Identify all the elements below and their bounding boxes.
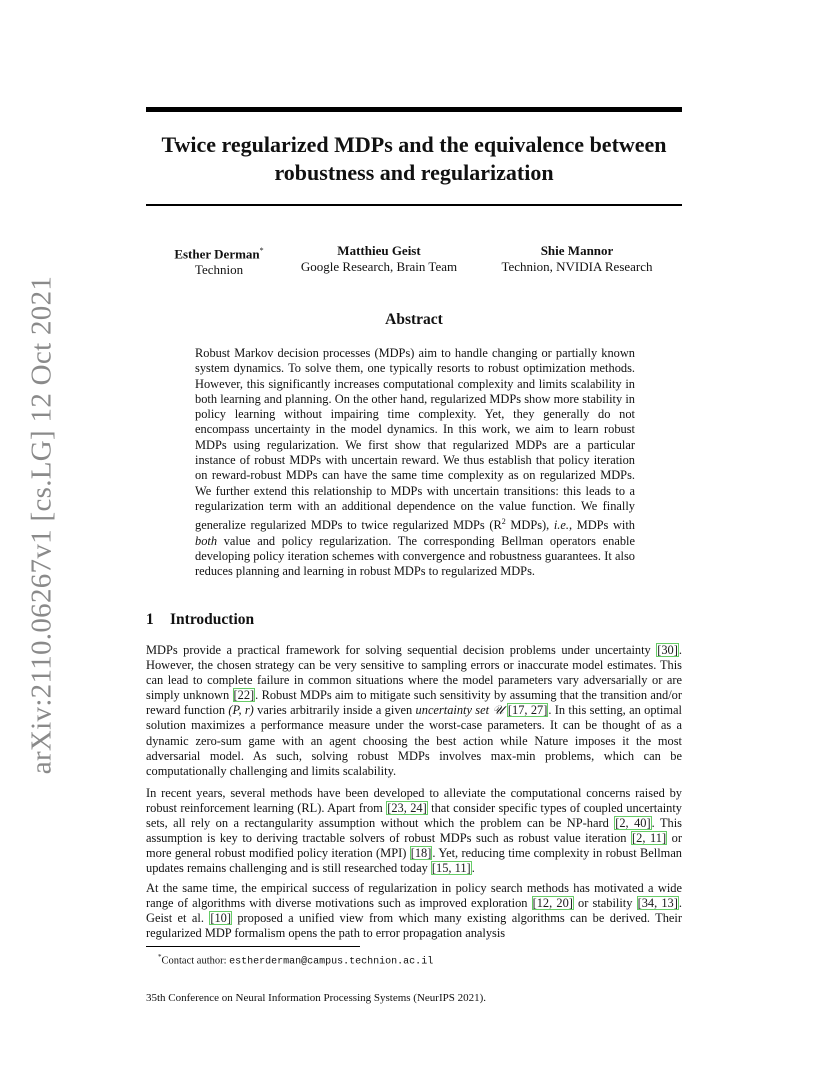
citation-link[interactable]: [12, 20] — [532, 896, 573, 911]
conference-note: 35th Conference on Neural Information Processing Systems (NeurIPS 2021). — [146, 992, 487, 1004]
intro-paragraph-3: At the same time, the empirical success of regularization in policy search methods has motivated a wide range of algorithms with diverse motivations such as improved exploration [12, 20] or stability [34, 13]. Geist et al. [10] proposed a unified view from which many existing algorithms can be derived. Their regularized MDP formalism opens the path to error propagation analysis — [146, 881, 682, 941]
arxiv-identifier-stamp — [22, 275, 62, 775]
footnote-rule — [146, 946, 360, 947]
author-name: Matthieu Geist — [337, 243, 421, 258]
author-affiliation: Technion — [194, 262, 244, 278]
footnote-label: Contact author: — [161, 955, 230, 967]
author-block — [146, 243, 682, 283]
intro-paragraph-1: MDPs provide a practical framework for solving sequential decision problems under uncertainty [30]. However, the chosen strategy can be very sensitive to sampling errors or inaccurate model estimates. This can lead to complete failure in common situations where the model parameters vary adversarially or are simply unknown [22]. Robust MDPs aim to mitigate such sensitivity by assuming that the transition and/or reward function (P, r) varies arbitrarily inside a given uncertainty set 𝒰 [17, 27]. In this setting, an optimal solution maximizes a performance measure under the worst-case parameters. It can be thought of as a dynamic zero-sum game with an agent choosing the best action while Nature imposes it the most adversarial model. As such, solving robust MDPs involves max-min problems, which can be computationally challenging and limits scalability. — [146, 643, 682, 778]
citation-link[interactable]: [17, 27] — [507, 703, 548, 718]
author-1 — [164, 243, 274, 278]
intro-paragraph-2: In recent years, several methods have been developed to alleviate the computational concerns raised by robust reinforcement learning (RL). Apart from [23, 24] that consider specific types of coupled uncertainty sets, all rely on a rectangularity assumption without which the problem can be NP-hard [2, 40]. This assumption is key to deriving tractable solvers of robust MDPs such as robust value iteration [2, 11] or more general robust modified policy iteration (MPI) [18]. Yet, reducing time complexity in robust Bellman updates remains challenging and is still researched today [15, 11]. — [146, 786, 683, 876]
citation-link[interactable]: [2, 40] — [615, 816, 651, 831]
abstract-heading: Abstract — [385, 311, 443, 328]
citation-link[interactable]: [22] — [233, 688, 255, 703]
abstract-text: Robust Markov decision processes (MDPs) aim to handle changing or partially known system dynamics. To solve them, one typically resorts to robust optimization methods. However, this significantly increases computational complexity and limits scalability in both learning and planning. On the other hand, regularized MDPs show more stability in policy learning without impairing time complexity. Yet, they generally do not encompass uncertainty in the model dynamics. In this work, we aim to learn robust MDPs using regularization. We first show that regularized MDPs are a particular instance of robust MDPs with uncertain reward. We thus establish that policy iteration on reward-robust MDPs can have the same time complexity as on regularized MDPs. We further extend this relationship to MDPs with uncertain transitions: this leads to a regularization term with an additional dependence on the value function. We finally generalize regularized MDPs to twice regularized MDPs ($R^2$ MDPs), i.e., MDPs with both value and policy regularization. The corresponding Bellman operators enable developing policy iteration schemes with convergence and robustness guarantees. It also reduces planning and learning in robust MDPs to regularized MDPs. — [195, 346, 635, 579]
title-bottom-rule — [146, 204, 682, 206]
contact-email: estherderman@campus.technion.ac.il — [229, 956, 434, 968]
citation-link[interactable]: [2, 11] — [632, 831, 667, 846]
footnote — [158, 951, 678, 969]
section-number: 1 — [146, 611, 154, 628]
title-top-rule — [146, 107, 682, 112]
citation-link[interactable]: [30] — [657, 643, 678, 657]
citation-link[interactable]: [23, 24] — [387, 801, 427, 816]
citation-link[interactable]: [10] — [210, 911, 231, 926]
author-2 — [294, 243, 464, 275]
author-affiliation: Google Research, Brain Team — [300, 259, 458, 274]
author-name: Shie Mannor — [540, 243, 614, 258]
section-title: Introduction — [170, 611, 255, 628]
citation-link[interactable]: [18] — [410, 846, 432, 861]
section-heading-introduction — [146, 611, 682, 629]
author-affiliation: Technion, NVIDIA Research — [501, 259, 653, 274]
author-name: Esther Derman* — [174, 246, 264, 262]
author-3 — [492, 243, 662, 275]
paper-title: Twice regularized MDPs and the equivalence between robustness and regularization — [161, 132, 667, 185]
footnote-mark: * — [158, 953, 162, 961]
citation-link[interactable]: [34, 13] — [637, 896, 678, 911]
author-footnote-mark: * — [259, 246, 264, 255]
citation-link[interactable]: [15, 11] — [431, 861, 471, 876]
arxiv-id-text: arXiv:2110.06267v1 [cs.LG] 12 Oct 2021 — [25, 275, 58, 775]
